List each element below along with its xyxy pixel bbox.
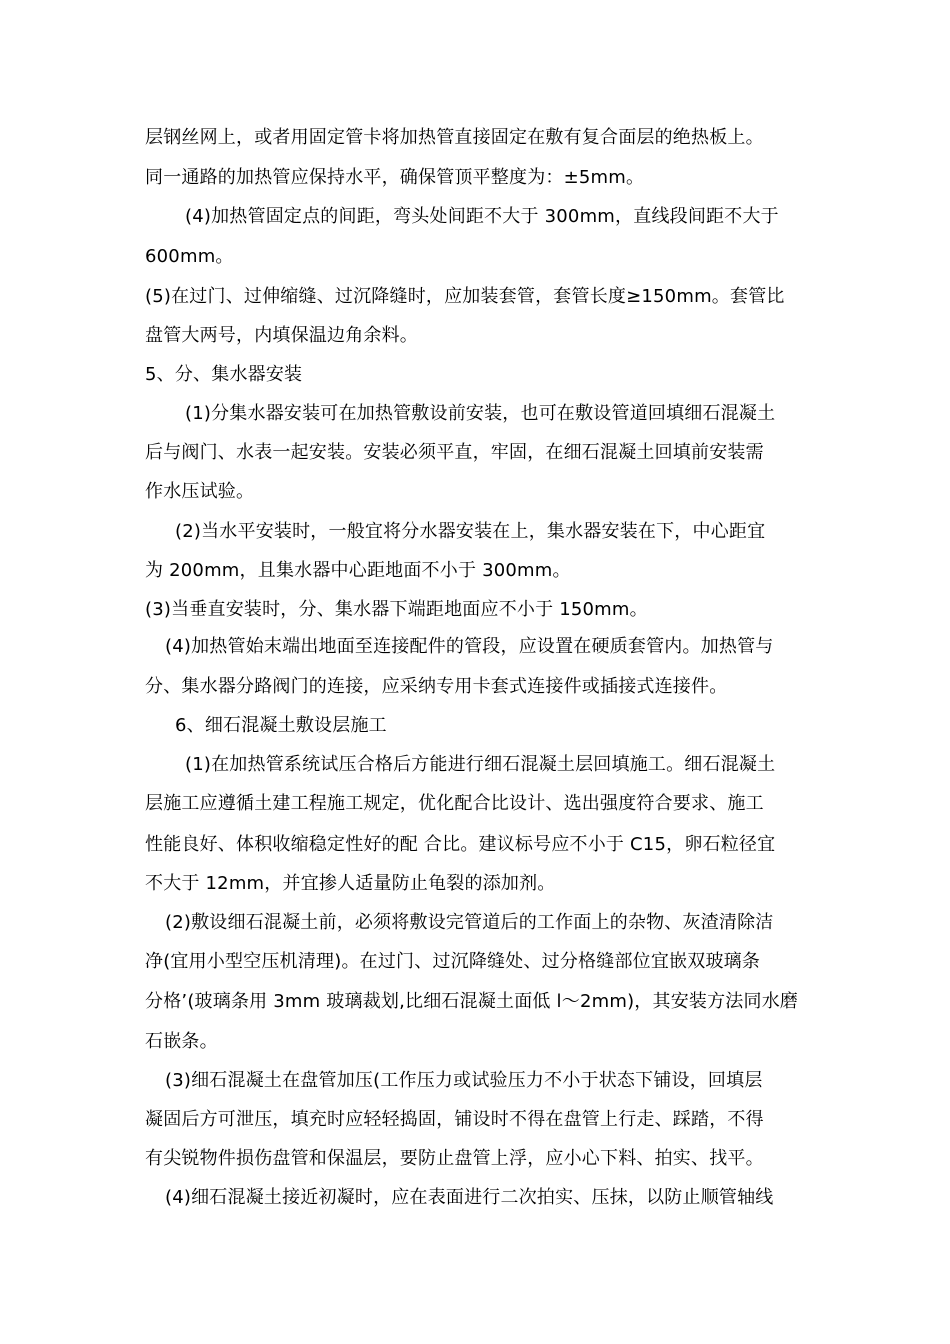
text-line: 作水压试验。 — [145, 481, 255, 502]
text-line: 分、集水器分路阀门的连接，应采纳专用卡套式连接件或插接式连接件。 — [145, 676, 728, 697]
text-line: 不大于 12mm，并宜掺人适量防止龟裂的添加剂。 — [145, 873, 556, 894]
text-line: (4)细石混凝土接近初凝时，应在表面进行二次拍实、压抹，以防止顺管轴线 — [165, 1187, 774, 1208]
text-line: (1)在加热管系统试压合格后方能进行细石混凝土层回填施工。细石混凝土 — [185, 754, 776, 775]
text-line: 性能良好、体积收缩稳定性好的配 合比。建议标号应不小于 C15，卵石粒径宜 — [145, 834, 776, 855]
text-line: (4)加热管始末端出地面至连接配件的管段，应设置在硬质套管内。加热管与 — [165, 636, 774, 657]
text-line: (3)当垂直安装时，分、集水器下端距地面应不小于 150mm。 — [145, 599, 648, 620]
text-line: 后与阀门、水表一起安装。安装必须平直，牢固，在细石混凝土回填前安装需 — [145, 442, 764, 463]
text-line: 同一通路的加热管应保持水平，确保管顶平整度为：±5mm。 — [145, 167, 645, 188]
text-line: 盘管大两号，内填保温边角余料。 — [145, 325, 418, 346]
text-line: 石嵌条。 — [145, 1031, 218, 1052]
text-line: 分格’(玻璃条用 3mm 玻璃裁划,比细石混凝土面低 l～2mm)，其安装方法同水磨 — [145, 991, 799, 1012]
section-heading: 6、细石混凝土敷设层施工 — [175, 715, 387, 736]
text-line: (4)加热管固定点的间距，弯头处间距不大于 300mm，直线段间距不大于 — [185, 206, 779, 227]
text-line: 净(宜用小型空压机清理)。在过门、过沉降缝处、过分格缝部位宜嵌双玻璃条 — [145, 951, 761, 972]
text-line: (2)敷设细石混凝土前，必须将敷设完管道后的工作面上的杂物、灰渣清除洁 — [165, 912, 774, 933]
text-line: 层钢丝网上，或者用固定管卡将加热管直接固定在敷有复合面层的绝热板上。 — [145, 127, 764, 148]
text-line: 为 200mm，且集水器中心距地面不小于 300mm。 — [145, 560, 571, 581]
text-line: (1)分集水器安装可在加热管敷设前安装，也可在敷设管道回填细石混凝土 — [185, 403, 776, 424]
text-line: 有尖锐物件损伤盘管和保温层，要防止盘管上浮，应小心下料、拍实、找平。 — [145, 1148, 764, 1169]
section-heading: 5、分、集水器安装 — [145, 364, 303, 385]
text-line: (5)在过门、过伸缩缝、过沉降缝时，应加装套管，套管长度≥150mm。套管比 — [145, 286, 785, 307]
text-line: (2)当水平安装时，一般宜将分水器安装在上，集水器安装在下，中心距宜 — [175, 521, 766, 542]
text-line: 600mm。 — [145, 246, 234, 267]
text-line: 层施工应遵循土建工程施工规定，优化配合比设计、选出强度符合要求、施工 — [145, 793, 764, 814]
text-line: (3)细石混凝土在盘管加压(工作压力或试验压力不小于状态下铺设，回填层 — [165, 1070, 763, 1091]
text-line: 凝固后方可泄压，填充时应轻轻捣固，铺设时不得在盘管上行走、踩踏，不得 — [145, 1109, 764, 1130]
